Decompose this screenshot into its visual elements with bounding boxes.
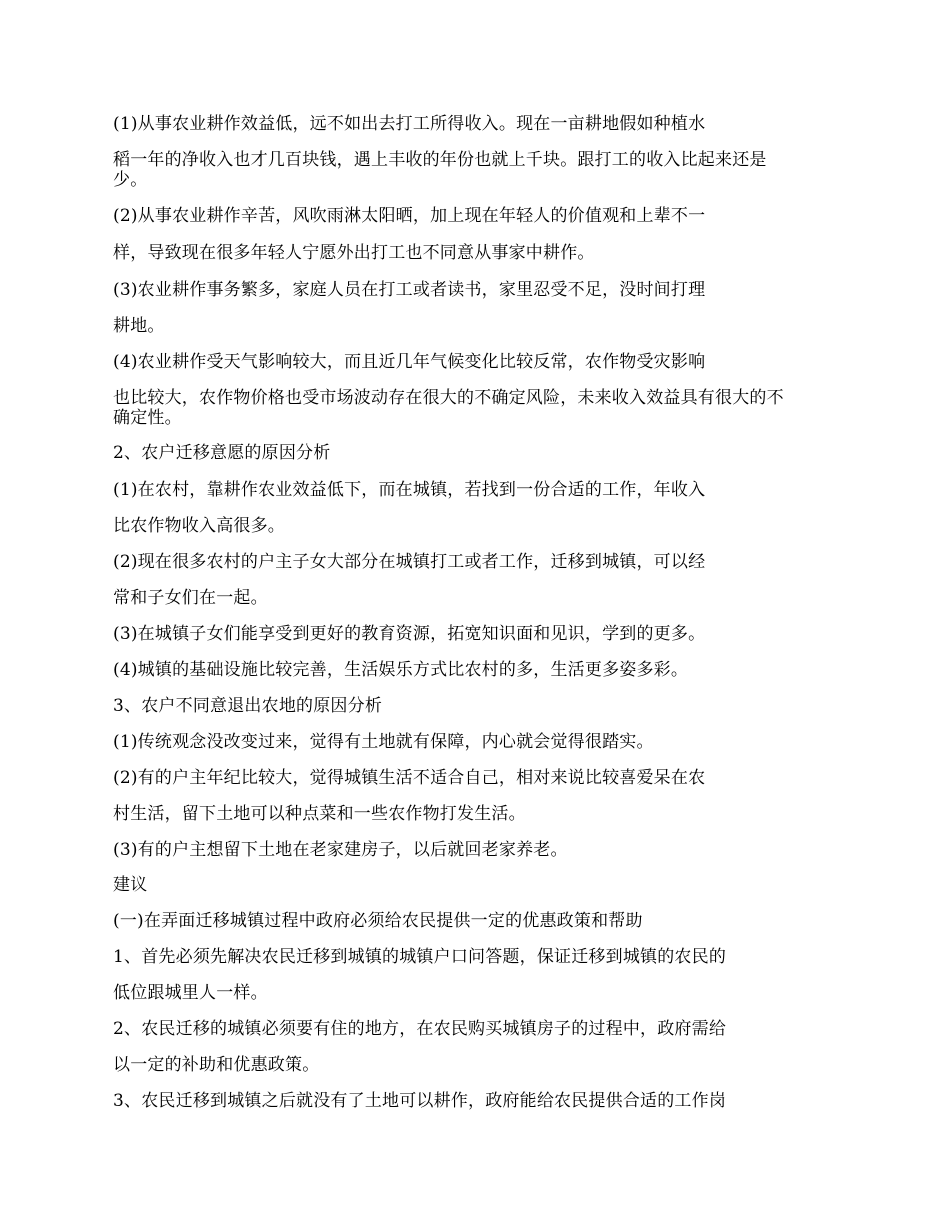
section-heading: 2、农户迁移意愿的原因分析 xyxy=(113,443,331,463)
text-line: 低位跟城里人一样。 xyxy=(113,983,268,1003)
section-heading: (一)在弄面迁移城镇过程中政府必须给农民提供一定的优惠政策和帮助 xyxy=(113,911,643,931)
text-line: 常和子女们在一起。 xyxy=(113,588,268,608)
text-line: 稻一年的净收入也才几百块钱，遇上丰收的年份也就上千块。跟打工的收入比起来还是 xyxy=(113,150,767,170)
text-line: (2)有的户主年纪比较大，觉得城镇生活不适合自己，相对来说比较喜爱呆在农 xyxy=(113,768,706,788)
text-line: 耕地。 xyxy=(113,316,165,336)
section-heading: 3、农户不同意退出农地的原因分析 xyxy=(113,696,383,716)
text-line: 3、农民迁移到城镇之后就没有了土地可以耕作，政府能给农民提供合适的工作岗 xyxy=(113,1091,727,1111)
text-line: 以一定的补助和优惠政策。 xyxy=(113,1055,320,1075)
text-line: (1)传统观念没改变过来，觉得有土地就有保障，内心就会觉得很踏实。 xyxy=(113,732,654,752)
text-line: (2)现在很多农村的户主子女大部分在城镇打工或者工作，迁移到城镇，可以经 xyxy=(113,552,706,572)
text-line: 1、首先必须先解决农民迁移到城镇的城镇户口问答题，保证迁移到城镇的农民的 xyxy=(113,947,727,967)
text-line: (3)在城镇子女们能享受到更好的教育资源，拓宽知识面和见识，学到的更多。 xyxy=(113,624,706,644)
text-line: 也比较大，农作物价格也受市场波动存在很大的不确定风险，未来收入效益具有很大的不 xyxy=(113,388,784,408)
text-line: 样，导致现在很多年轻人宁愿外出打工也不同意从事家中耕作。 xyxy=(113,243,595,263)
text-line: (1)从事农业耕作效益低，远不如出去打工所得收入。现在一亩耕地假如种植水 xyxy=(113,114,706,134)
text-line: 比农作物收入高很多。 xyxy=(113,516,285,536)
text-line: (1)在农村，靠耕作农业效益低下，而在城镇，若找到一份合适的工作，年收入 xyxy=(113,480,706,500)
text-line: (3)农业耕作事务繁多，家庭人员在打工或者读书，家里忍受不足，没时间打理 xyxy=(113,280,706,300)
text-line: 村生活，留下土地可以种点菜和一些农作物打发生活。 xyxy=(113,804,526,824)
text-line: (4)城镇的基础设施比较完善，生活娱乐方式比农村的多，生活更多姿多彩。 xyxy=(113,660,689,680)
text-line: 少。 xyxy=(113,170,148,190)
text-line: (4)农业耕作受天气影响较大，而且近几年气候变化比较反常，农作物受灾影响 xyxy=(113,352,706,372)
text-line: (2)从事农业耕作辛苦，风吹雨淋太阳晒，加上现在年轻人的价值观和上辈不一 xyxy=(113,206,706,226)
text-line: 2、农民迁移的城镇必须要有住的地方，在农民购买城镇房子的过程中，政府需给 xyxy=(113,1019,727,1039)
text-line: 确定性。 xyxy=(113,408,182,428)
text-line: (3)有的户主想留下土地在老家建房子，以后就回老家养老。 xyxy=(113,840,568,860)
section-heading: 建议 xyxy=(113,875,148,895)
